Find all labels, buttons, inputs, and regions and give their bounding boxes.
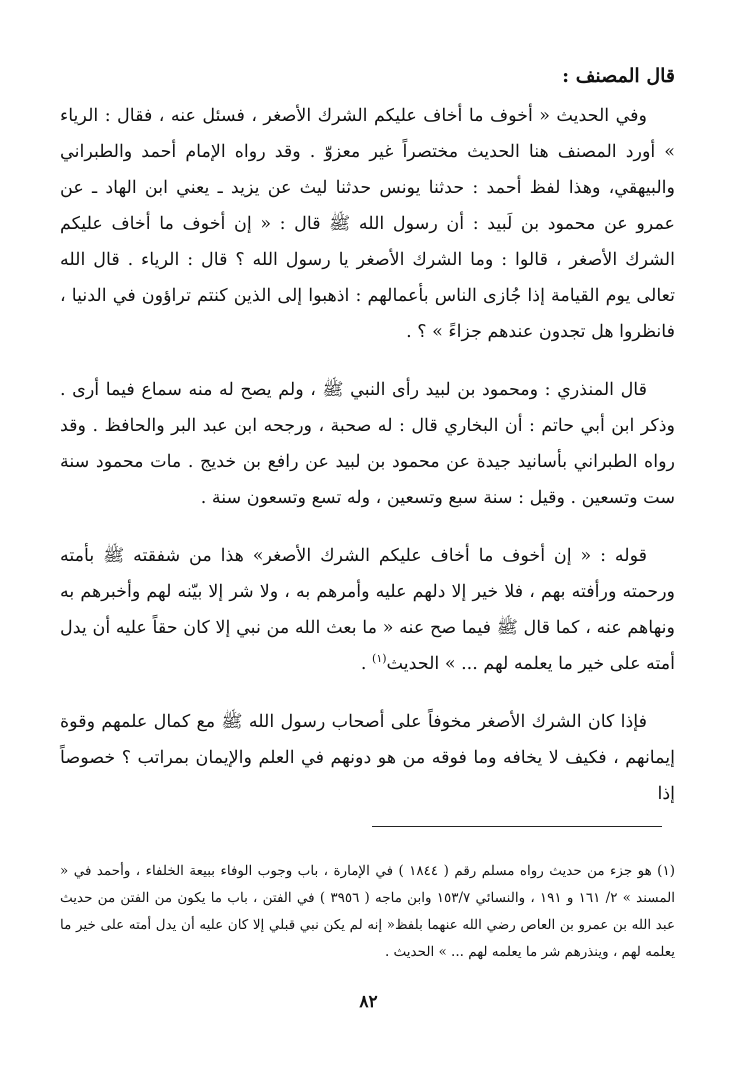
paragraph-commentary: قوله : « إن أخوف ما أخاف عليكم الشرك الأصغر» هذا من شفقته ﷺ بأمته ورحمته ورأفته بهم ، فلا خير إلا دلهم عليه وأمرهم به ، ولا شر إلا بيّنه لهم وأخبرهم به ونهاهم عنه ، كما قال ﷺ فيما صح عنه « ما بعث الله من نبي إلا كان حقاً عليه أن يدل أمته على خير ما يعلمه لهم ... » الحديث$^{(١)}$ . [60,546,675,674]
section-heading: قال المصنف : [562,65,675,87]
paragraph-mundhiri: قال المنذري : ومحمود بن لبيد رأى النبي ﷺ ، ولم يصح له منه سماع فيما أرى . وذكر ابن أبي حاتم : أن البخاري قال : له صحبة ، ورجحه ابن عبد البر والحافظ . وقد رواه الطبراني بأسانيد جيدة عن محمود بن لبيد عن رافع بن خديج . مات محمود سنة ست وتسعين . وقيل : سنة سبع وتسعين ، وله تسع وتسعون سنة . [60,380,675,508]
page-number: ٨٢ [359,992,378,1012]
footnote-reference: (١) [372,652,387,666]
paragraph-commentary-text: قوله : « إن أخوف ما أخاف عليكم الشرك الأصغر» هذا من شفقته ﷺ بأمته ورحمته ورأفته بهم ، فلا خير إلا دلهم عليه وأمرهم به ، ولا شر إلا بيّنه لهم وأخبرهم به ونهاهم عنه ، كما قال ﷺ فيما صح عنه « ما بعث الله من نبي إلا كان حقاً عليه أن يدل أمته على خير ما يعلمه لهم ... » الحديث [60,546,675,674]
footnotes [60,858,675,966]
footnote-1: (١) هو جزء من حديث رواه مسلم رقم ( ١٨٤٤ ) في الإمارة ، باب وجوب الوفاء ببيعة الخلفاء ، وأحمد في « المسند » ٢/ ١٦١ و ١٩١ ، والنسائي ١٥٣/٧ وابن ماجه ( ٣٩٥٦ ) في الفتن ، باب ما يكون من الفتن من حديث عبد الله بن عمرو بن العاص رضي الله عنهما بلفظ« إنه لم يكن نبي قبلي إلا كان عليه أن يدل أمته على خير ما يعلمه لهم ، وينذرهم شر ما يعلمه لهم ... » الحديث . [60,863,676,960]
main-text [60,60,675,812]
paragraph-hadith: وفي الحديث « أخوف ما أخاف عليكم الشرك الأصغر ، فسئل عنه ، فقال : الرياء » أورد المصنف هنا الحديث مختصراً غير معزوّ . وقد رواه الإمام أحمد والطبراني والبيهقي، وهذا لفظ أحمد : حدثنا يونس حدثنا ليث عن يزيد ـ يعني ابن الهاد ـ عن عمرو عن محمود بن لَبيد : أن رسول الله ﷺ قال : « إن أخوف ما أخاف عليكم الشرك الأصغر ، قالوا : وما الشرك الأصغر يا رسول الله ؟ قال : الرياء . قال الله تعالى يوم القيامة إذا جُازى الناس بأعمالهم : اذهبوا إلى الذين كنتم تراؤون في الدنيا ، فانظروا هل تجدون عندهم جزاءً » ؟ . [60,106,675,342]
footnote-divider [372,826,662,827]
paragraph-conclusion: فإذا كان الشرك الأصغر مخوفاً على أصحاب رسول الله ﷺ مع كمال علمهم وقوة إيمانهم ، فكيف لا يخافه وما فوقه من هو دونهم في العلم والإيمان بمراتب ؟ خصوصاً إذا [60,712,675,804]
